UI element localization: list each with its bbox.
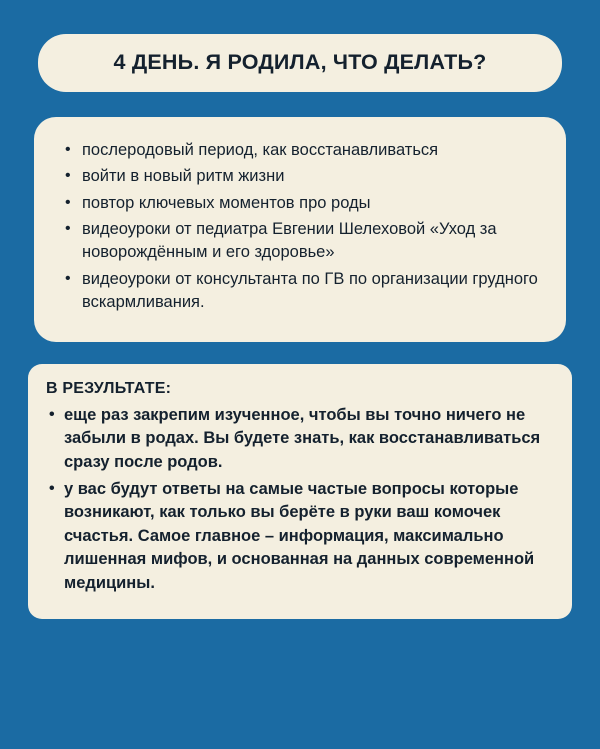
list-item: • у вас будут ответы на самые частые вопросы которые возникают, как только вы берёте в руки ваш комочек счастья. Самое главное – информация, максимально лишенная мифов, и основанная на данных современной медицины. bbox=[64, 478, 554, 595]
list-item: • повтор ключевых моментов про роды bbox=[82, 192, 542, 215]
list-item: • видеоуроки от консультанта по ГВ по организации грудного вскармливания. bbox=[82, 268, 542, 315]
topics-list bbox=[58, 139, 542, 315]
result-heading: В РЕЗУЛЬТАТЕ: bbox=[46, 379, 172, 397]
title-card bbox=[38, 34, 562, 92]
topics-card bbox=[34, 117, 566, 342]
list-item: • еще раз закрепим изученное, чтобы вы точно ничего не забыли в родах. Вы будете знать, как восстанавливаться сразу после родов. bbox=[64, 404, 554, 474]
list-item: • видеоуроки от педиатра Евгении Шелеховой «Уход за новорождённым и его здоровье» bbox=[82, 218, 542, 265]
result-card bbox=[28, 364, 572, 619]
list-item: • послеродовый период, как восстанавливаться bbox=[82, 139, 542, 162]
list-item: • войти в новый ритм жизни bbox=[82, 165, 542, 188]
page-title: 4 ДЕНЬ. Я РОДИЛА, ЧТО ДЕЛАТЬ? bbox=[113, 50, 487, 74]
result-list bbox=[42, 404, 554, 595]
